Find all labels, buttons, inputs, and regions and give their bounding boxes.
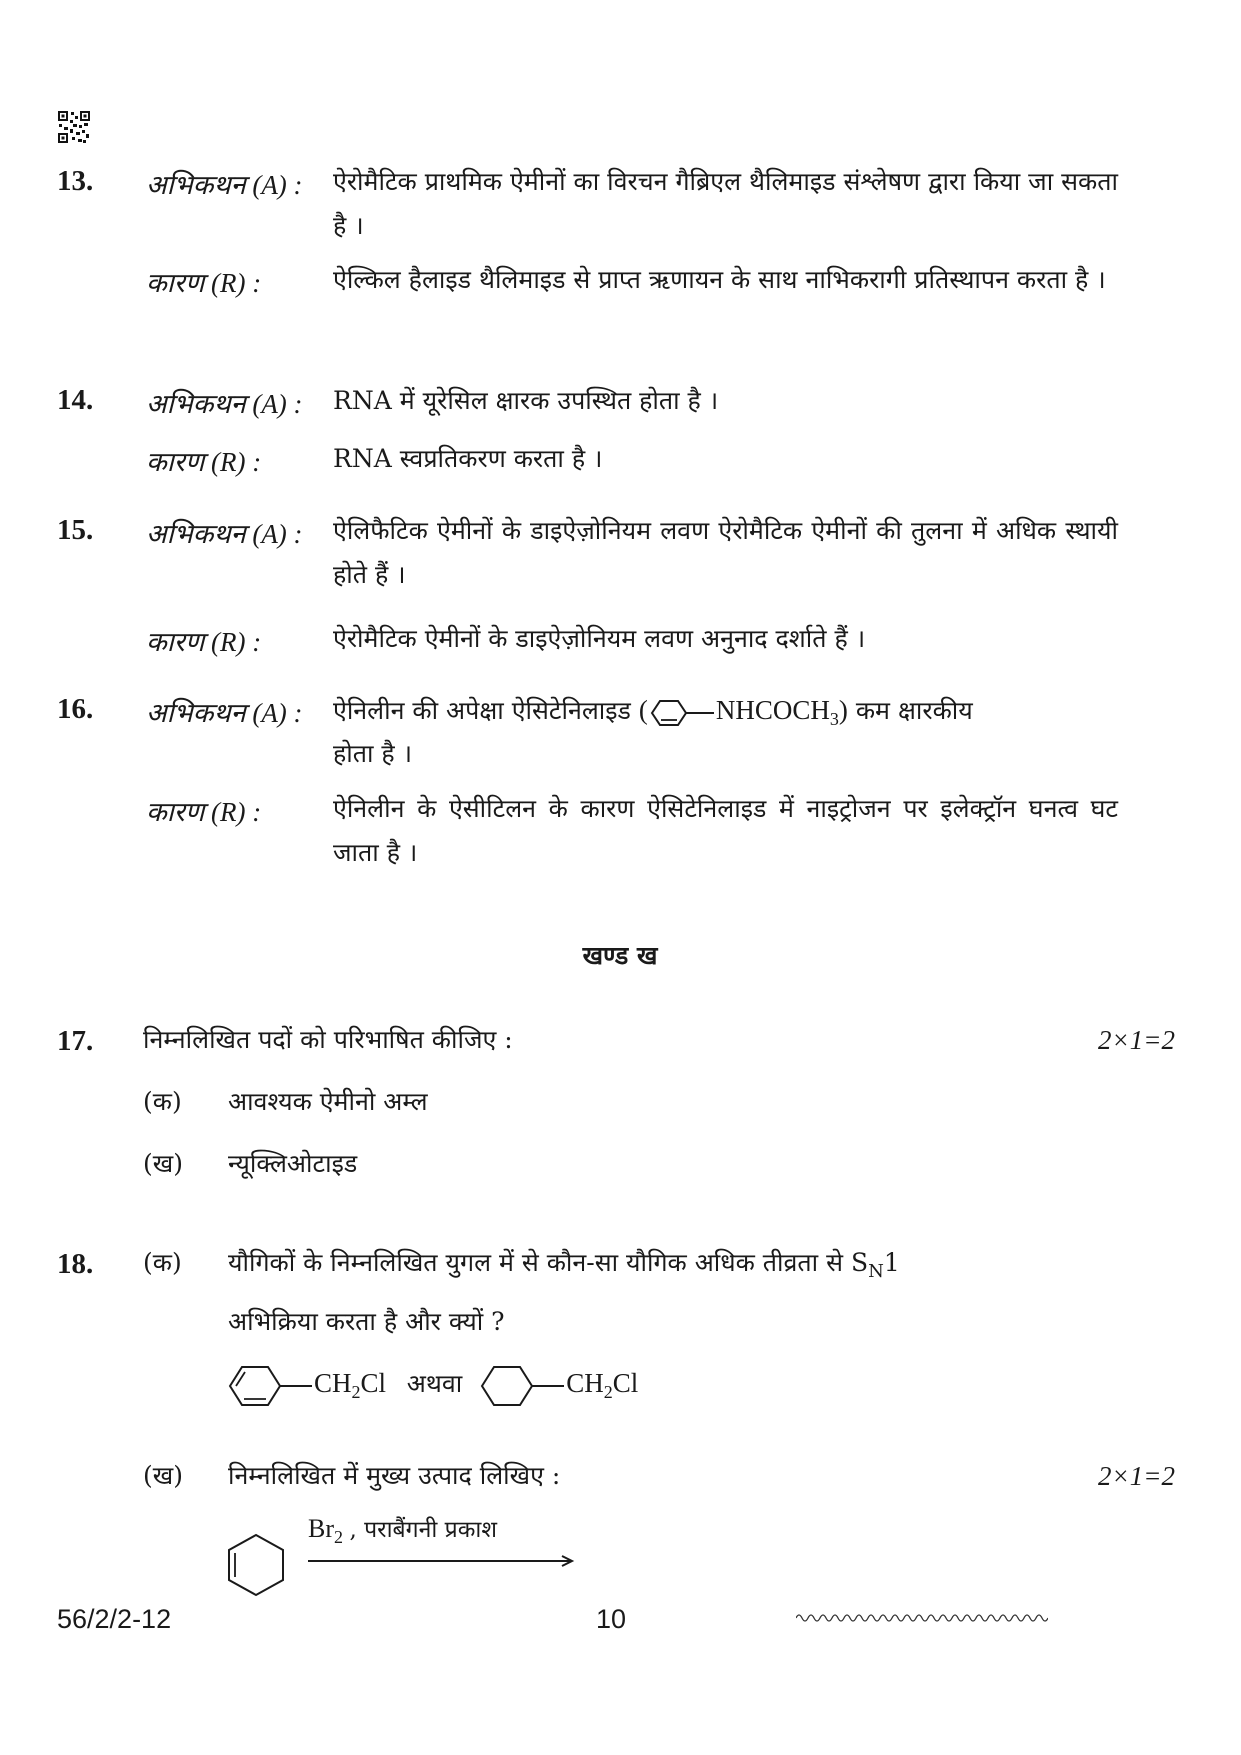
assertion-text-post: कम क्षारकीय [855, 696, 973, 725]
question-number: 14. [57, 384, 94, 416]
formula-sub: 3 [829, 709, 839, 729]
reason-label: कारण (R) : [146, 627, 262, 657]
part-label: (ख) [143, 1149, 183, 1178]
wavy-line-decoration [796, 1610, 1048, 1629]
marks: 2×1=2 [1098, 1461, 1175, 1491]
benzene-ring-icon [648, 698, 716, 728]
assertion-text-line2: होता है । [333, 739, 413, 768]
reason-text: ऐल्किल हैलाइड थैलिमाइड से प्राप्त ऋणायन के साथ नाभिकरागी प्रतिस्थापन करता है । [333, 265, 1106, 294]
reaction-arrow-icon [308, 1554, 576, 1568]
question-number: 13. [57, 165, 94, 197]
paper-code: 56/2/2-12 [57, 1604, 172, 1634]
or-text: अथवा [406, 1369, 463, 1399]
compound1-main: CH [314, 1368, 352, 1399]
assertion-text-pre: ऐनिलीन की अपेक्षा ऐसिटेनिलाइड [333, 696, 631, 725]
question-text: निम्नलिखित पदों को परिभाषित कीजिए : [143, 1025, 513, 1054]
compound2-main: CH [566, 1368, 604, 1399]
reason-label: कारण (R) : [146, 447, 262, 477]
compound2-end: Cl [612, 1368, 639, 1399]
part-a-text-line2: अभिक्रिया करता है और क्यों ? [228, 1307, 505, 1336]
compound1-sub: 2 [351, 1382, 361, 1403]
reason-text: RNA स्वप्रतिकरण करता है । [333, 444, 603, 473]
marks: 2×1=2 [1098, 1025, 1175, 1055]
part-label: (क) [143, 1087, 182, 1116]
section-title: खण्ड ख [582, 941, 658, 970]
question-number: 15. [57, 514, 94, 546]
sn-subscript: N [868, 1261, 884, 1282]
question-number: 18. [57, 1248, 94, 1280]
qr-code [57, 110, 91, 144]
assertion-label: अभिकथन (A) : [146, 698, 303, 728]
reason-text: ऐनिलीन के ऐसीटिलन के कारण ऐसिटेनिलाइड में नाइट्रोजन पर इलेक्ट्रॉन घनत्व घट जाता है । [333, 794, 1118, 867]
reaction-scheme [224, 1510, 584, 1600]
formula-main: NHCOCH [715, 695, 830, 725]
part-text: आवश्यक ऐमीनो अम्ल [228, 1087, 428, 1116]
page-number: 10 [596, 1604, 627, 1634]
question-number: 17. [57, 1025, 94, 1057]
assertion-text-line1 [333, 688, 973, 741]
reason-label: कारण (R) : [146, 268, 262, 298]
assertion-text: ऐलिफैटिक ऐमीनों के डाइऐज़ोनियम लवण ऐरोमैटिक ऐमीनों की तुलना में अधिक स्थायी होते हैं । [333, 516, 1118, 589]
assertion-text: RNA में यूरेसिल क्षारक उपस्थित होता है । [333, 386, 719, 415]
assertion-label: अभिकथन (A) : [146, 389, 303, 419]
part-a-text [228, 1241, 900, 1294]
reagent-main: Br [308, 1514, 334, 1543]
cyclohexane-ring-icon [478, 1362, 566, 1410]
assertion-label: अभिकथन (A) : [146, 170, 303, 200]
compound-row [226, 1362, 638, 1410]
part-b-label: (ख) [143, 1461, 183, 1490]
cyclohexene-ring-icon [224, 1532, 288, 1598]
compound1-end: Cl [360, 1368, 387, 1399]
compound2-sub: 2 [603, 1382, 613, 1403]
part-a-text-main: यौगिकों के निम्नलिखित युगल में से कौन-सा यौगिक अधिक तीव्रता से S [228, 1248, 869, 1277]
part-b-text: निम्नलिखित में मुख्य उत्पाद लिखिए : [228, 1461, 561, 1490]
reason-text: ऐरोमैटिक ऐमीनों के डाइऐज़ोनियम लवण अनुनाद दर्शाते हैं । [333, 624, 866, 653]
reagent-text [308, 1512, 497, 1548]
assertion-label: अभिकथन (A) : [146, 519, 303, 549]
reagent-sub: 2 [334, 1527, 343, 1547]
part-text: न्यूक्लिओटाइड [228, 1149, 358, 1178]
question-number: 16. [57, 693, 94, 725]
acetanilide-formula: ( $NHCOCH_3$) [638, 695, 848, 729]
assertion-text: ऐरोमैटिक प्राथमिक ऐमीनों का विरचन गैब्रिएल थैलिमाइड संश्लेषण द्वारा किया जा सकता है । [333, 167, 1118, 240]
sn-order: 1 [883, 1248, 900, 1277]
part-a-label: (क) [143, 1248, 182, 1277]
reagent-condition: , पराबैंगनी प्रकाश [349, 1517, 498, 1543]
reason-label: कारण (R) : [146, 797, 262, 827]
benzene-ring-icon [226, 1362, 314, 1410]
